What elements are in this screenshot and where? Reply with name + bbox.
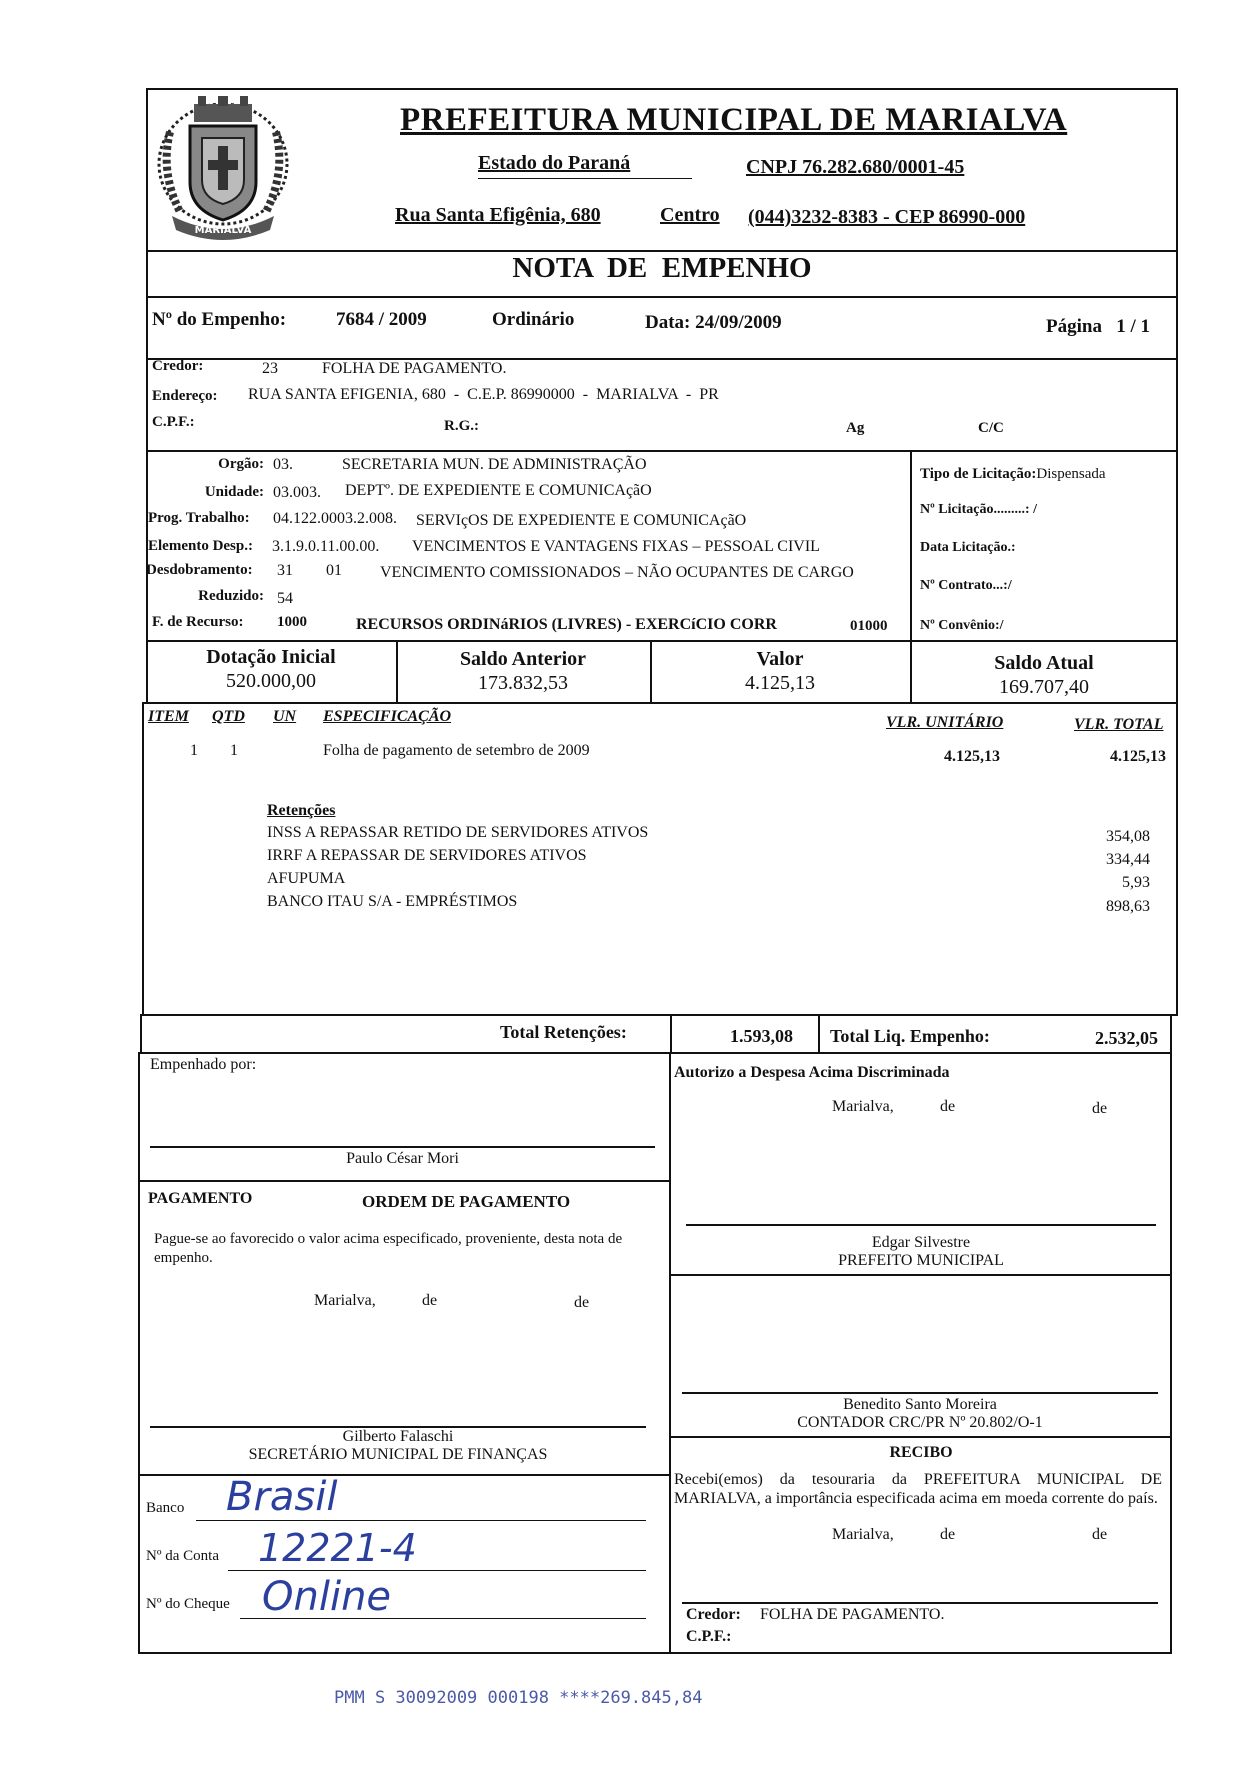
dotacao-label: Dotação Inicial — [206, 646, 336, 668]
unidade-code: 03.003. — [273, 484, 321, 501]
state-name: Estado do Paraná — [478, 152, 631, 174]
secretario-name: Gilberto Falaschi — [342, 1428, 454, 1445]
licitacao-tipo-label: Tipo de Licitação: — [920, 466, 1037, 482]
recibo-title: RECIBO — [889, 1444, 953, 1461]
saldo-atual-label: Saldo Atual — [994, 652, 1094, 674]
autorizo-label: Autorizo a Despesa Acima Discriminada — [674, 1064, 950, 1081]
recibo-signature-line — [682, 1602, 1158, 1604]
conta-handwriting: 12221-4 — [258, 1526, 417, 1570]
summary-divider-1 — [670, 1016, 672, 1052]
total-retencoes-value: 1.593,08 — [730, 1026, 793, 1046]
contador-title: CONTADOR CRC/PR Nº 20.802/O-1 — [797, 1414, 1043, 1431]
prog-code: 04.122.0003.2.008. — [273, 510, 397, 527]
retencao-value-3: 5,93 — [1122, 874, 1150, 891]
prog-desc: SERVIçOS DE EXPEDIENTE E COMUNICAçãO — [416, 512, 747, 529]
valor-value: 4.125,13 — [745, 672, 815, 694]
retencao-desc-3: AFUPUMA — [267, 870, 346, 887]
credor-box — [146, 358, 1178, 452]
secretario-title: SECRETÁRIO MUNICIPAL DE FINANÇAS — [248, 1446, 548, 1463]
ag-label: Ag — [846, 420, 865, 436]
credor-label: Credor: — [152, 358, 204, 374]
prefeito-title: PREFEITO MUNICIPAL — [838, 1252, 1004, 1269]
empenhado-name: Paulo César Mori — [346, 1150, 459, 1167]
cc-label: C/C — [978, 420, 1004, 436]
licitacao-tipo — [920, 466, 1106, 483]
district: Centro — [660, 204, 720, 226]
row-spec: Folha de pagamento de setembro de 2009 — [323, 742, 590, 759]
total-retencoes-label: Total Retenções: — [500, 1022, 627, 1042]
contador-bottom — [670, 1436, 1172, 1438]
endereco-value: RUA SANTA EFIGENIA, 680 - C.E.P. 86990000 - MARIALVA - PR — [248, 386, 719, 403]
retencao-desc-2: IRRF A REPASSAR DE SERVIDORES ATIVOS — [267, 847, 587, 864]
row-total-price: 4.125,13 — [1110, 748, 1166, 765]
total-liq-label: Total Liq. Empenho: — [830, 1026, 990, 1046]
conta-line — [228, 1570, 646, 1571]
col-spec: ESPECIFICAÇÃO — [323, 708, 452, 725]
recibo-place: Marialva, — [832, 1526, 894, 1543]
pagamento-label: PAGAMENTO — [148, 1190, 253, 1207]
unidade-desc: DEPTº. DE EXPEDIENTE E COMUNICAçãO — [345, 482, 652, 499]
row-unit-price: 4.125,13 — [944, 748, 1000, 765]
lower-divider — [669, 1054, 671, 1652]
credor-code: 23 — [262, 360, 278, 377]
crest-banner-text: MARIALVA — [194, 225, 252, 236]
reduzido-value: 54 — [277, 590, 293, 607]
cheque-label: Nº do Cheque — [146, 1596, 230, 1612]
retencao-desc-1: INSS A REPASSAR RETIDO DE SERVIDORES ATIVOS — [267, 824, 649, 841]
autorizo-de-1: de — [940, 1098, 956, 1115]
banco-line — [196, 1520, 646, 1521]
pagamento-de-2: de — [574, 1294, 590, 1311]
banco-handwriting: Brasil — [226, 1474, 338, 1520]
orgao-code: 03. — [273, 456, 293, 473]
rg-label: R.G.: — [444, 418, 479, 434]
empenhado-label: Empenhado por: — [150, 1056, 257, 1073]
municipal-crest-icon — [150, 92, 296, 242]
recibo-credor-label: Credor: — [686, 1606, 741, 1623]
retencao-value-2: 334,44 — [1106, 851, 1150, 868]
summary-row — [140, 1014, 1172, 1054]
pagamento-de-1: de — [422, 1292, 438, 1309]
recurso-label: F. de Recurso: — [152, 614, 244, 630]
col-qtd: QTD — [212, 708, 245, 725]
empenho-number: 7684 / 2009 — [336, 309, 427, 330]
empenhado-signature-line — [150, 1146, 655, 1148]
elemento-desc: VENCIMENTOS E VANTAGENS FIXAS – PESSOAL CIVIL — [412, 538, 820, 555]
recurso-code: 1000 — [277, 614, 307, 630]
prog-label: Prog. Trabalho: — [148, 510, 250, 526]
banco-label: Banco — [146, 1500, 185, 1516]
licitacao-contrato: Nº Contrato...:/ — [920, 578, 1012, 593]
pagamento-place: Marialva, — [314, 1292, 376, 1309]
orgao-desc: SECRETARIA MUN. DE ADMINISTRAÇÃO — [342, 456, 647, 473]
empenho-label: Nº do Empenho: — [152, 309, 287, 330]
credor-name: FOLHA DE PAGAMENTO. — [322, 360, 507, 377]
phone-cep: (044)3232-8383 - CEP 86990-000 — [748, 206, 1026, 228]
recibo-de-1: de — [940, 1526, 956, 1543]
budget-divider — [910, 452, 912, 640]
retencao-value-1: 354,08 — [1106, 828, 1150, 845]
desdob-label: Desdobramento: — [146, 562, 253, 578]
contador-signature-line — [682, 1392, 1158, 1394]
recurso-desc: RECURSOS ORDINáRIOS (LIVRES) - EXERCíCIO CORR — [356, 616, 777, 633]
prefeito-name: Edgar Silvestre — [871, 1234, 971, 1251]
page-indicator: Página 1 / 1 — [1046, 316, 1150, 337]
valor-label: Valor — [756, 648, 804, 670]
empenhado-bottom — [140, 1180, 670, 1182]
dotacao-value: 520.000,00 — [226, 670, 316, 692]
summary-divider-2 — [818, 1016, 820, 1052]
address: Rua Santa Efigênia, 680 — [395, 204, 601, 226]
retencoes-title: Retenções — [267, 802, 336, 819]
autorizo-place: Marialva, — [832, 1098, 894, 1115]
licitacao-data: Data Licitação.: — [920, 540, 1016, 555]
col-un: UN — [273, 708, 297, 725]
desdob-desc: VENCIMENTO COMISSIONADOS – NÃO OCUPANTES DE CARGO — [380, 564, 854, 581]
elemento-code: 3.1.9.0.11.00.00. — [272, 538, 380, 555]
payment-stamp: PMM S 30092009 000198 ****269.845,84 — [334, 1688, 703, 1708]
retencao-desc-4: BANCO ITAU S/A - EMPRÉSTIMOS — [267, 893, 518, 910]
row-qtd: 1 — [230, 742, 238, 759]
endereco-label: Endereço: — [152, 388, 218, 404]
ordem-pagamento-title: ORDEM DE PAGAMENTO — [362, 1192, 571, 1211]
prefeito-bottom — [670, 1274, 1172, 1276]
recibo-credor-value: FOLHA DE PAGAMENTO. — [760, 1606, 945, 1623]
licitacao-tipo-value: Dispensada — [1036, 466, 1106, 482]
prefeito-signature-line — [686, 1224, 1156, 1226]
empenho-type: Ordinário — [492, 309, 575, 330]
col-unit-price: VLR. UNITÁRIO — [886, 714, 1004, 731]
saldo-atual-value: 169.707,40 — [999, 676, 1089, 698]
recibo-cpf-label: C.P.F.: — [686, 1628, 732, 1645]
total-liq-value: 2.532,05 — [1095, 1028, 1158, 1048]
licitacao-numero: Nº Licitação.........: / — [920, 502, 1037, 517]
col-total-price: VLR. TOTAL — [1074, 716, 1164, 733]
row-item: 1 — [190, 742, 198, 759]
empenho-date: Data: 24/09/2009 — [645, 312, 782, 333]
elemento-label: Elemento Desp.: — [148, 538, 253, 554]
desdob-sub: 01 — [326, 562, 342, 579]
retencao-value-4: 898,63 — [1106, 898, 1150, 915]
orgao-label: Orgão: — [218, 456, 264, 472]
pagamento-text: Pague-se ao favorecido o valor acima especificado, proveniente, desta nota de empenho. — [154, 1231, 623, 1266]
autorizo-de-2: de — [1092, 1100, 1108, 1117]
saldo-anterior-value: 173.832,53 — [478, 672, 568, 694]
document-title: NOTA DE EMPENHO — [512, 252, 812, 284]
conta-label: Nº da Conta — [146, 1548, 219, 1564]
recibo-de-2: de — [1092, 1526, 1108, 1543]
cnpj: CNPJ 76.282.680/0001-45 — [746, 156, 965, 178]
page-title: PREFEITURA MUNICIPAL DE MARIALVA — [400, 102, 1068, 138]
secretario-bottom — [140, 1474, 670, 1476]
desdob-code: 31 — [277, 562, 293, 579]
recurso-num: 01000 — [850, 618, 888, 634]
cpf-label: C.P.F.: — [152, 414, 195, 430]
unidade-label: Unidade: — [204, 484, 264, 500]
cheque-handwriting: Online — [262, 1574, 392, 1620]
reduzido-label: Reduzido: — [198, 588, 264, 604]
licitacao-convenio: Nº Convênio:/ — [920, 618, 1004, 633]
state-underline — [478, 178, 692, 179]
col-item: ITEM — [148, 708, 189, 725]
saldo-anterior-label: Saldo Anterior — [459, 648, 587, 670]
recibo-text: Recebi(emos) da tesouraria da PREFEITURA MUNICIPAL DE MARIALVA, a importância especificada acima em moeda corrente do país. — [674, 1471, 1162, 1507]
contador-name: Benedito Santo Moreira — [843, 1396, 997, 1413]
